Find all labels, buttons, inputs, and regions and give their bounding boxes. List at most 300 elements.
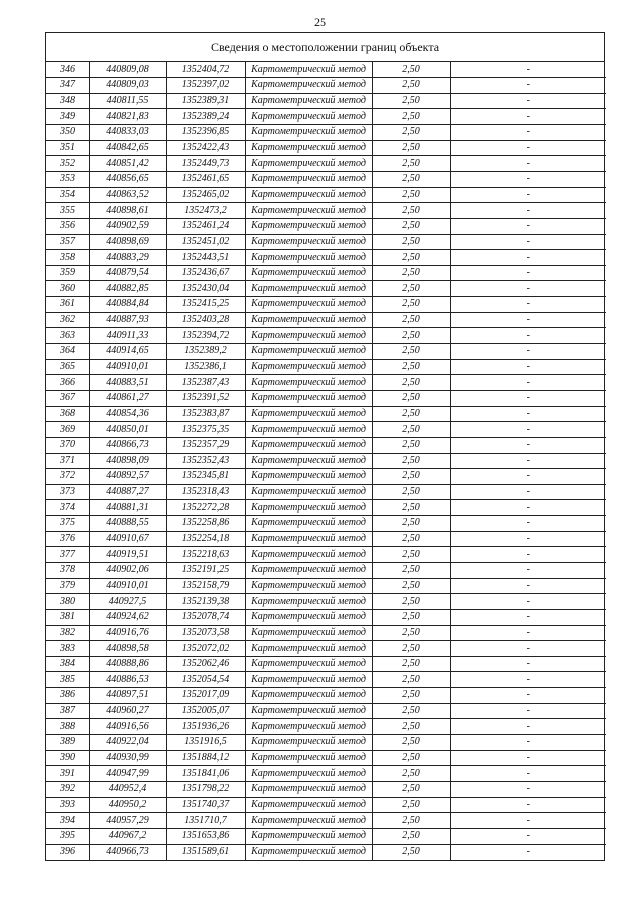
cell-description: -: [450, 609, 606, 625]
cell-description: -: [450, 703, 606, 719]
cell-accuracy: 2,50: [372, 531, 450, 547]
cell-method: Картометрический метод: [245, 547, 372, 563]
cell-point-number: 386: [46, 688, 89, 704]
cell-x-coordinate: 440927,5: [89, 594, 166, 610]
cell-description: -: [450, 719, 606, 735]
cell-point-number: 382: [46, 625, 89, 641]
cell-x-coordinate: 440952,4: [89, 781, 166, 797]
table-row: [46, 93, 606, 109]
cell-method: Картометрический метод: [245, 312, 372, 328]
cell-accuracy: 2,50: [372, 234, 450, 250]
cell-method: Картометрический метод: [245, 844, 372, 860]
cell-y-coordinate: 1352436,67: [166, 265, 245, 281]
table-row: [46, 312, 606, 328]
cell-method: Картометрический метод: [245, 813, 372, 829]
cell-y-coordinate: 1352357,29: [166, 437, 245, 453]
cell-description: -: [450, 359, 606, 375]
cell-method: Картометрический метод: [245, 469, 372, 485]
cell-description: -: [450, 234, 606, 250]
cell-accuracy: 2,50: [372, 171, 450, 187]
table-row: [46, 140, 606, 156]
table-row: [46, 390, 606, 406]
cell-description: -: [450, 344, 606, 360]
cell-x-coordinate: 440883,51: [89, 375, 166, 391]
cell-description: -: [450, 62, 606, 78]
cell-x-coordinate: 440809,08: [89, 62, 166, 78]
cell-y-coordinate: 1352005,07: [166, 703, 245, 719]
cell-x-coordinate: 440863,52: [89, 187, 166, 203]
cell-point-number: 389: [46, 735, 89, 751]
cell-description: -: [450, 390, 606, 406]
table-row: [46, 359, 606, 375]
cell-method: Картометрический метод: [245, 250, 372, 266]
cell-point-number: 379: [46, 578, 89, 594]
table-row: [46, 187, 606, 203]
cell-point-number: 368: [46, 406, 89, 422]
cell-x-coordinate: 440888,55: [89, 516, 166, 532]
cell-method: Картометрический метод: [245, 406, 372, 422]
cell-description: -: [450, 140, 606, 156]
cell-accuracy: 2,50: [372, 328, 450, 344]
cell-point-number: 387: [46, 703, 89, 719]
cell-accuracy: 2,50: [372, 390, 450, 406]
cell-point-number: 373: [46, 484, 89, 500]
cell-point-number: 380: [46, 594, 89, 610]
cell-y-coordinate: 1352449,73: [166, 156, 245, 172]
cell-description: -: [450, 688, 606, 704]
cell-x-coordinate: 440914,65: [89, 344, 166, 360]
cell-description: -: [450, 125, 606, 141]
cell-accuracy: 2,50: [372, 469, 450, 485]
cell-method: Картометрический метод: [245, 688, 372, 704]
cell-accuracy: 2,50: [372, 344, 450, 360]
cell-accuracy: 2,50: [372, 187, 450, 203]
cell-accuracy: 2,50: [372, 93, 450, 109]
cell-accuracy: 2,50: [372, 547, 450, 563]
cell-x-coordinate: 440930,99: [89, 750, 166, 766]
cell-y-coordinate: 1352389,31: [166, 93, 245, 109]
cell-description: -: [526, 846, 530, 858]
cell-y-coordinate: 1351916,5: [166, 735, 245, 751]
cell-accuracy: 2,50: [372, 359, 450, 375]
cell-x-coordinate: 440881,31: [89, 500, 166, 516]
cell-accuracy: 2,50: [372, 563, 450, 579]
cell-description: -: [450, 187, 606, 203]
cell-accuracy: 2,50: [372, 78, 450, 94]
table-row: [46, 62, 606, 78]
cell-x-coordinate: 440957,29: [89, 813, 166, 829]
cell-accuracy: 2,50: [372, 156, 450, 172]
table-title: Сведения о местоположении границ объекта: [46, 33, 604, 62]
cell-x-coordinate: 440910,01: [89, 359, 166, 375]
cell-y-coordinate: 1352218,63: [166, 547, 245, 563]
cell-accuracy: 2,50: [372, 844, 450, 860]
cell-accuracy: 2,50: [372, 625, 450, 641]
cell-x-coordinate: 440898,61: [89, 203, 166, 219]
cell-accuracy: 2,50: [372, 484, 450, 500]
cell-accuracy: 2,50: [372, 735, 450, 751]
cell-point-number: 352: [46, 156, 89, 172]
cell-description: -: [450, 547, 606, 563]
cell-method: Картометрический метод: [245, 703, 372, 719]
cell-y-coordinate: 1352404,72: [166, 62, 245, 78]
cell-accuracy: 2,50: [372, 594, 450, 610]
cell-point-number: 346: [46, 62, 89, 78]
cell-x-coordinate: 440888,86: [89, 656, 166, 672]
cell-accuracy: 2,50: [372, 218, 450, 234]
cell-point-number: 396: [46, 844, 89, 860]
cell-description: -: [450, 78, 606, 94]
cell-y-coordinate: 1352158,79: [166, 578, 245, 594]
cell-y-coordinate: 1352191,25: [166, 563, 245, 579]
cell-y-coordinate: 1352461,65: [166, 171, 245, 187]
cell-accuracy: 2,50: [372, 781, 450, 797]
table-row: [46, 203, 606, 219]
table-row: [46, 234, 606, 250]
cell-point-number: 362: [46, 312, 89, 328]
cell-description: -: [450, 375, 606, 391]
cell-accuracy: 2,50: [372, 265, 450, 281]
cell-accuracy: 2,50: [372, 828, 450, 844]
cell-description: -: [450, 109, 606, 125]
cell-point-number: 365: [46, 359, 89, 375]
cell-method: Картометрический метод: [245, 828, 372, 844]
cell-y-coordinate: 1352387,43: [166, 375, 245, 391]
cell-method: Картометрический метод: [245, 344, 372, 360]
table-row: [46, 531, 606, 547]
cell-x-coordinate: 440898,09: [89, 453, 166, 469]
cell-point-number: 351: [46, 140, 89, 156]
cell-x-coordinate: 440922,04: [89, 735, 166, 751]
cell-method: Картометрический метод: [245, 422, 372, 438]
cell-description: -: [450, 406, 606, 422]
cell-method: Картометрический метод: [245, 93, 372, 109]
cell-method: Картометрический метод: [245, 672, 372, 688]
cell-description: -: [450, 672, 606, 688]
cell-accuracy: 2,50: [372, 140, 450, 156]
cell-y-coordinate: 1352465,02: [166, 187, 245, 203]
cell-y-coordinate: 1352017,09: [166, 688, 245, 704]
cell-accuracy: 2,50: [372, 578, 450, 594]
cell-description: -: [450, 563, 606, 579]
cell-method: Картометрический метод: [245, 766, 372, 782]
cell-y-coordinate: 1352072,02: [166, 641, 245, 657]
table-row: [46, 281, 606, 297]
table-row: [46, 406, 606, 422]
cell-point-number: 384: [46, 656, 89, 672]
cell-x-coordinate: 440919,51: [89, 547, 166, 563]
cell-y-coordinate: 1352461,24: [166, 218, 245, 234]
table-row: [46, 563, 606, 579]
cell-point-number: 370: [46, 437, 89, 453]
cell-x-coordinate: 440892,57: [89, 469, 166, 485]
boundary-table: [45, 32, 605, 861]
cell-method: Картометрический метод: [245, 390, 372, 406]
cell-description: -: [450, 531, 606, 547]
cell-description: -: [450, 625, 606, 641]
cell-x-coordinate: 440898,58: [89, 641, 166, 657]
cell-x-coordinate: 440910,01: [89, 578, 166, 594]
cell-y-coordinate: 1352258,86: [166, 516, 245, 532]
cell-method: Картометрический метод: [245, 218, 372, 234]
cell-accuracy: 2,50: [372, 656, 450, 672]
cell-point-number: 374: [46, 500, 89, 516]
table-row: [46, 656, 606, 672]
cell-accuracy: 2,50: [372, 609, 450, 625]
cell-accuracy: 2,50: [372, 437, 450, 453]
cell-x-coordinate: 440898,69: [89, 234, 166, 250]
cell-description: -: [450, 656, 606, 672]
cell-x-coordinate: 440856,65: [89, 171, 166, 187]
cell-x-coordinate: 440866,73: [89, 437, 166, 453]
cell-accuracy: 2,50: [372, 125, 450, 141]
cell-y-coordinate: 1351798,22: [166, 781, 245, 797]
cell-accuracy: 2,50: [372, 766, 450, 782]
table-row: [46, 828, 606, 844]
cell-description: -: [450, 735, 606, 751]
cell-description: -: [450, 218, 606, 234]
cell-accuracy: 2,50: [372, 703, 450, 719]
cell-point-number: 348: [46, 93, 89, 109]
cell-description: -: [450, 297, 606, 313]
cell-x-coordinate: 440811,55: [89, 93, 166, 109]
cell-method: Картометрический метод: [245, 500, 372, 516]
cell-method: Картометрический метод: [245, 375, 372, 391]
cell-accuracy: 2,50: [372, 750, 450, 766]
cell-point-number: 392: [46, 781, 89, 797]
cell-y-coordinate: 1352375,35: [166, 422, 245, 438]
cell-x-coordinate: 440902,06: [89, 563, 166, 579]
cell-description: -: [450, 281, 606, 297]
cell-x-coordinate: 440916,56: [89, 719, 166, 735]
cell-x-coordinate: 440967,2: [89, 828, 166, 844]
table-row: [46, 813, 606, 829]
cell-point-number: 394: [46, 813, 89, 829]
cell-point-number: 391: [46, 766, 89, 782]
cell-accuracy: 2,50: [372, 62, 450, 78]
cell-point-number: 395: [46, 828, 89, 844]
cell-x-coordinate: 440833,03: [89, 125, 166, 141]
cell-description: -: [450, 750, 606, 766]
cell-description: -: [450, 797, 606, 813]
cell-point-number: 350: [46, 125, 89, 141]
cell-method: Картометрический метод: [245, 234, 372, 250]
cell-x-coordinate: 440850,01: [89, 422, 166, 438]
cell-x-coordinate: 440911,33: [89, 328, 166, 344]
cell-y-coordinate: 1351589,61: [166, 844, 245, 860]
table-row: [46, 109, 606, 125]
cell-method: Картометрический метод: [245, 62, 372, 78]
table-row: [46, 78, 606, 94]
cell-point-number: 359: [46, 265, 89, 281]
table-row: [46, 297, 606, 313]
cell-description: -: [450, 437, 606, 453]
table-row: [46, 516, 606, 532]
table-row: [46, 578, 606, 594]
cell-method: Картометрический метод: [245, 781, 372, 797]
cell-point-number: 366: [46, 375, 89, 391]
cell-accuracy: 2,50: [372, 813, 450, 829]
cell-y-coordinate: 1352345,81: [166, 469, 245, 485]
cell-point-number: 388: [46, 719, 89, 735]
cell-y-coordinate: 1352073,58: [166, 625, 245, 641]
cell-description: -: [450, 641, 606, 657]
cell-y-coordinate: 1352139,38: [166, 594, 245, 610]
cell-x-coordinate: 440897,51: [89, 688, 166, 704]
table-row: [46, 844, 606, 860]
cell-accuracy: 2,50: [372, 516, 450, 532]
table-row: [46, 719, 606, 735]
cell-method: Картометрический метод: [245, 594, 372, 610]
cell-accuracy: 2,50: [372, 641, 450, 657]
table-row: [46, 328, 606, 344]
table-row: [46, 735, 606, 751]
table-row: [46, 625, 606, 641]
cell-y-coordinate: 1352415,25: [166, 297, 245, 313]
cell-y-coordinate: 1352397,02: [166, 78, 245, 94]
cell-x-coordinate: 440882,85: [89, 281, 166, 297]
cell-description: -: [450, 484, 606, 500]
table-row: [46, 250, 606, 266]
cell-point-number: 375: [46, 516, 89, 532]
cell-accuracy: 2,50: [372, 281, 450, 297]
cell-y-coordinate: 1352403,28: [166, 312, 245, 328]
cell-y-coordinate: 1351841,06: [166, 766, 245, 782]
cell-description: -: [450, 422, 606, 438]
cell-y-coordinate: 1352254,18: [166, 531, 245, 547]
cell-method: Картометрический метод: [245, 531, 372, 547]
cell-accuracy: 2,50: [372, 500, 450, 516]
cell-y-coordinate: 1352394,72: [166, 328, 245, 344]
cell-point-number: 363: [46, 328, 89, 344]
table-row: [46, 672, 606, 688]
cell-method: Картометрический метод: [245, 578, 372, 594]
cell-accuracy: 2,50: [372, 719, 450, 735]
cell-description: -: [450, 453, 606, 469]
cell-method: Картометрический метод: [245, 359, 372, 375]
cell-y-coordinate: 1352272,28: [166, 500, 245, 516]
cell-point-number: 355: [46, 203, 89, 219]
cell-point-number: 354: [46, 187, 89, 203]
cell-method: Картометрический метод: [245, 625, 372, 641]
cell-accuracy: 2,50: [372, 453, 450, 469]
cell-point-number: 360: [46, 281, 89, 297]
cell-point-number: 393: [46, 797, 89, 813]
cell-description: -: [450, 312, 606, 328]
table-row: [46, 688, 606, 704]
cell-y-coordinate: 1352430,04: [166, 281, 245, 297]
table-row: [46, 703, 606, 719]
cell-accuracy: 2,50: [372, 688, 450, 704]
cell-point-number: 353: [46, 171, 89, 187]
cell-y-coordinate: 1351653,86: [166, 828, 245, 844]
cell-x-coordinate: 440902,59: [89, 218, 166, 234]
cell-y-coordinate: 1352443,51: [166, 250, 245, 266]
cell-method: Картометрический метод: [245, 797, 372, 813]
cell-y-coordinate: 1352078,74: [166, 609, 245, 625]
cell-point-number: 357: [46, 234, 89, 250]
cell-description: -: [450, 781, 606, 797]
table-row: [46, 125, 606, 141]
cell-description: -: [450, 578, 606, 594]
cell-accuracy: 2,50: [372, 406, 450, 422]
table-row: [46, 797, 606, 813]
cell-method: Картометрический метод: [245, 171, 372, 187]
cell-method: Картометрический метод: [245, 187, 372, 203]
cell-description: -: [450, 328, 606, 344]
cell-method: Картометрический метод: [245, 109, 372, 125]
cell-method: Картометрический метод: [245, 328, 372, 344]
cell-point-number: 356: [46, 218, 89, 234]
cell-y-coordinate: 1352396,85: [166, 125, 245, 141]
cell-description: -: [450, 171, 606, 187]
cell-method: Картометрический метод: [245, 281, 372, 297]
cell-method: Картометрический метод: [245, 156, 372, 172]
table-body: [46, 62, 606, 860]
cell-accuracy: 2,50: [372, 375, 450, 391]
cell-point-number: 347: [46, 78, 89, 94]
cell-accuracy: 2,50: [372, 297, 450, 313]
cell-y-coordinate: 1352451,02: [166, 234, 245, 250]
cell-accuracy: 2,50: [372, 109, 450, 125]
table-row: [46, 375, 606, 391]
cell-point-number: 371: [46, 453, 89, 469]
cell-point-number: 381: [46, 609, 89, 625]
cell-method: Картометрический метод: [245, 78, 372, 94]
cell-accuracy: 2,50: [372, 250, 450, 266]
cell-method: Картометрический метод: [245, 140, 372, 156]
cell-method: Картометрический метод: [245, 609, 372, 625]
cell-method: Картометрический метод: [245, 563, 372, 579]
cell-x-coordinate: 440851,42: [89, 156, 166, 172]
cell-accuracy: 2,50: [372, 422, 450, 438]
cell-description: -: [450, 250, 606, 266]
cell-method: Картометрический метод: [245, 750, 372, 766]
cell-y-coordinate: 1352386,1: [166, 359, 245, 375]
cell-method: Картометрический метод: [245, 656, 372, 672]
cell-method: Картометрический метод: [245, 297, 372, 313]
cell-y-coordinate: 1352383,87: [166, 406, 245, 422]
cell-y-coordinate: 1352389,24: [166, 109, 245, 125]
cell-method: Картометрический метод: [245, 516, 372, 532]
cell-x-coordinate: 440879,54: [89, 265, 166, 281]
cell-point-number: 358: [46, 250, 89, 266]
cell-description: -: [450, 93, 606, 109]
cell-accuracy: 2,50: [372, 312, 450, 328]
cell-method: Картометрический метод: [245, 265, 372, 281]
cell-method: Картометрический метод: [245, 719, 372, 735]
cell-x-coordinate: 440887,93: [89, 312, 166, 328]
table-row: [46, 750, 606, 766]
cell-point-number: 377: [46, 547, 89, 563]
cell-description: -: [450, 265, 606, 281]
cell-y-coordinate: 1352054,54: [166, 672, 245, 688]
cell-method: Картометрический метод: [245, 437, 372, 453]
table-row: [46, 609, 606, 625]
cell-x-coordinate: 440924,62: [89, 609, 166, 625]
cell-point-number: 372: [46, 469, 89, 485]
cell-method: Картометрический метод: [245, 641, 372, 657]
cell-y-coordinate: 1351936,26: [166, 719, 245, 735]
table-row: [46, 641, 606, 657]
cell-description: -: [450, 766, 606, 782]
cell-y-coordinate: 1352473,2: [166, 203, 245, 219]
cell-point-number: 383: [46, 641, 89, 657]
cell-description: -: [450, 469, 606, 485]
table-row: [46, 781, 606, 797]
cell-point-number: 385: [46, 672, 89, 688]
cell-y-coordinate: 1351740,37: [166, 797, 245, 813]
